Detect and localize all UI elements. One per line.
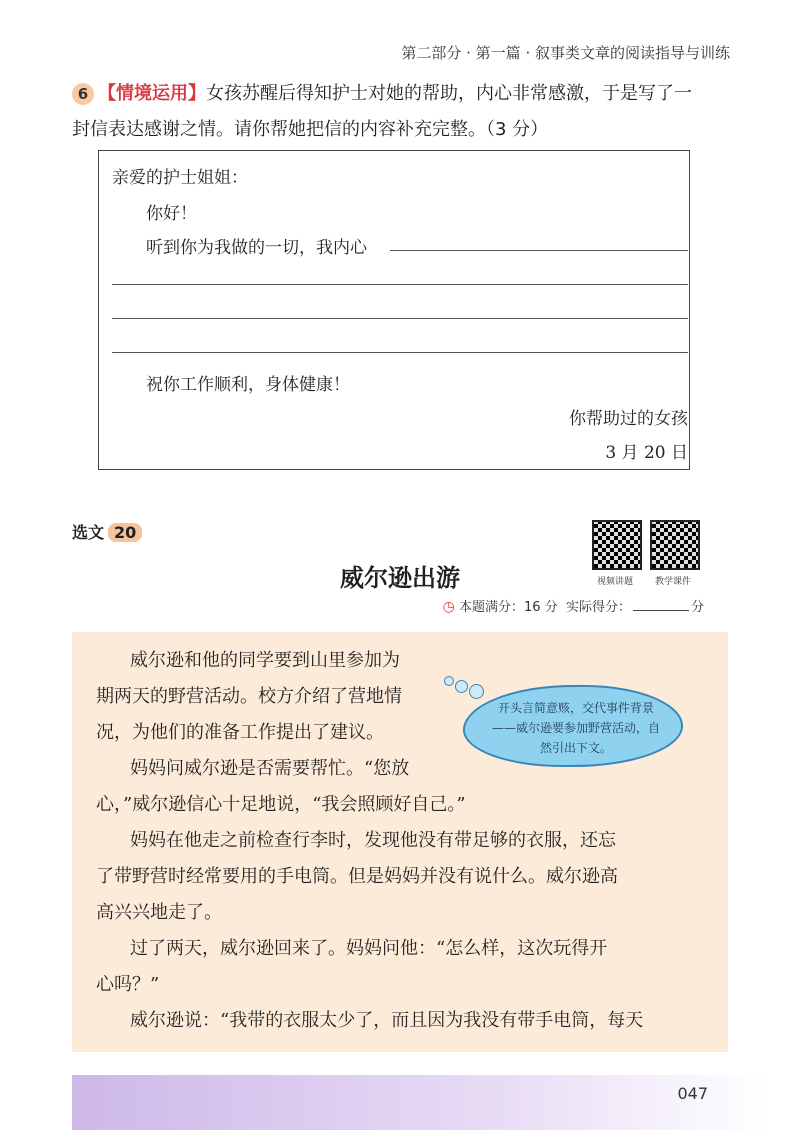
article-line: 过了两天，威尔逊回来了。妈妈问他：“怎么样，这次玩得开 [130,938,608,959]
article-line: 了带野营时经常要用的手电筒。但是妈妈并没有说什么。威尔逊高 [96,866,618,887]
article-line: 威尔逊说：“我带的衣服太少了，而且因为我没有带手电筒，每天 [130,1010,644,1031]
article-line: 心吗？” [96,974,160,995]
article-line: 威尔逊和他的同学要到山里参加为 [130,650,400,671]
answer-blank-2[interactable] [112,284,688,285]
article-title: 威尔逊出游 [340,564,460,592]
breadcrumb: 第二部分 · 第一篇 · 叙事类文章的阅读指导与训练 [401,44,730,62]
article-line: 妈妈问威尔逊是否需要帮忙。“您放 [130,758,410,779]
letter-body-start: 听到你为我做的一切，我内心 [146,238,367,258]
qr-caption-video: 视频讲题 [597,577,634,587]
score-unit: 分 [690,600,704,615]
thought-bubble [469,684,484,699]
question-line-2: 封信表达感谢之情。请你帮她把信的内容补充完整。（3 分） [72,119,549,140]
letter-date: 3 月 20 日 [605,443,688,463]
score-line [443,596,704,615]
selection-label: 选文 20 [72,520,142,543]
question-tag: 【情境运用】 [98,83,206,104]
qr-code-courseware-icon[interactable] [650,520,700,570]
score-actual-label: 实际得分： [565,600,631,615]
question-number: 6 [72,83,94,105]
qr-caption-courseware: 教学课件 [655,577,692,587]
article-line: 高兴兴地走了。 [96,902,222,923]
letter-salutation: 亲爱的护士姐姐： [112,168,248,188]
question-text-1: 女孩苏醒后得知护士对她的帮助，内心非常感激，于是写了一 [206,83,692,104]
answer-blank-1[interactable] [390,250,688,251]
selection-number: 20 [108,523,142,542]
letter-closing: 祝你工作顺利，身体健康！ [146,375,350,395]
article-line: 期两天的野营活动。校方介绍了营地情 [96,686,402,707]
letter-signature: 你帮助过的女孩 [569,409,688,429]
answer-blank-3[interactable] [112,318,688,319]
answer-blank-4[interactable] [112,352,688,353]
page-number: 047 [677,1084,708,1103]
article-line: 心，”威尔逊信心十足地说，“我会照顾好自己。” [96,794,466,815]
letter-greeting: 你好！ [146,204,197,224]
article-line: 妈妈在他走之前检查行李时，发现他没有带足够的衣服，还忘 [130,830,616,851]
score-full: 本题满分：16 分 [459,600,558,615]
article-line: 况，为他们的准备工作提出了建议。 [96,722,384,743]
annotation-note: 开头言简意赅，交代事件背景——威尔逊要参加野营活动，自然引出下文。 [492,701,661,755]
thought-bubble [455,680,468,693]
clock-icon: ◷ [442,599,455,615]
qr-code-video-icon[interactable] [592,520,642,570]
question-line-1 [72,76,732,112]
thought-bubble [444,676,454,686]
footer-band [72,1075,772,1130]
score-blank[interactable] [633,610,689,611]
